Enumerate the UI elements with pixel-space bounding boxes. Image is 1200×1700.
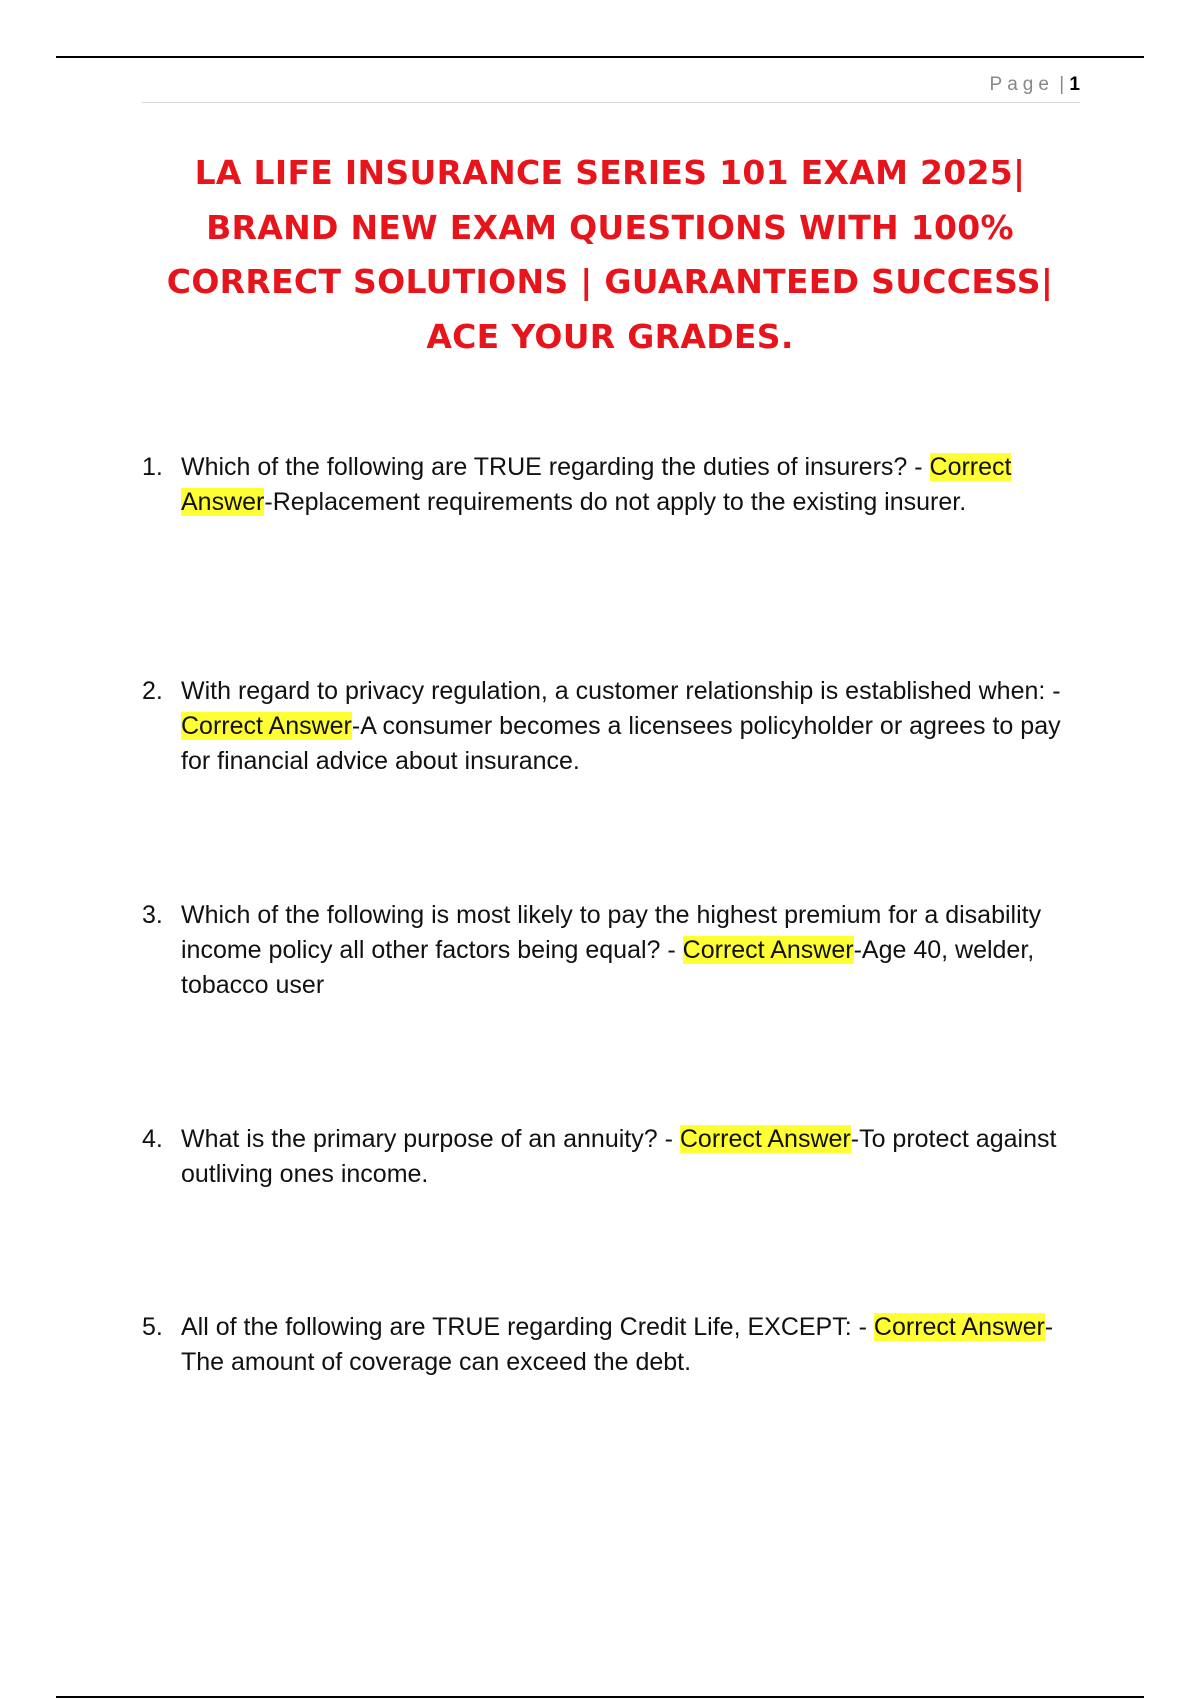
question-text: Which of the following is most likely to pay the highest premium for a disability income policy all other factors being equal? - bbox=[181, 901, 1042, 964]
page-label: Page bbox=[989, 74, 1054, 95]
answer-text: -Age 40, welder, tobacco user bbox=[181, 936, 1035, 999]
question-number: 5. bbox=[142, 1313, 163, 1341]
question-item bbox=[142, 1122, 1077, 1192]
question-text: Which of the following are TRUE regarding the duties of insurers? - bbox=[181, 453, 930, 481]
question-item bbox=[142, 450, 1077, 520]
correct-answer-marker: Correct Answer bbox=[873, 1313, 1045, 1341]
question-item bbox=[142, 898, 1077, 1003]
question-text: With regard to privacy regulation, a customer relationship is established when: - bbox=[181, 677, 1061, 705]
question-item bbox=[142, 1310, 1077, 1380]
question-body bbox=[181, 450, 1077, 520]
correct-answer-marker: Correct Answer bbox=[679, 1125, 851, 1153]
answer-text: -The amount of coverage can exceed the debt. bbox=[181, 1313, 1054, 1376]
top-rule bbox=[56, 56, 1144, 58]
correct-answer-marker: Correct Answer bbox=[181, 712, 352, 740]
question-body bbox=[181, 1310, 1077, 1380]
question-text: All of the following are TRUE regarding Credit Life, EXCEPT: - bbox=[181, 1313, 874, 1341]
document-title: LA LIFE INSURANCE SERIES 101 EXAM 2025| BRAND NEW EXAM QUESTIONS WITH 100% CORRECT SOLUTIONS | GUARANTEED SUCCESS| ACE YOUR GRADES. bbox=[166, 153, 1054, 356]
question-number: 2. bbox=[142, 677, 163, 705]
question-item bbox=[142, 674, 1077, 779]
bottom-rule bbox=[56, 1696, 1144, 1698]
question-number: 4. bbox=[142, 1125, 163, 1153]
question-text: What is the primary purpose of an annuity? - bbox=[181, 1125, 680, 1153]
answer-text: -To protect against outliving ones income. bbox=[181, 1125, 1057, 1188]
page-header bbox=[142, 74, 1080, 103]
page-number: 1 bbox=[1069, 74, 1080, 95]
correct-answer-marker: Correct Answer bbox=[181, 453, 1012, 516]
question-body bbox=[181, 1122, 1077, 1192]
question-number: 3. bbox=[142, 901, 163, 929]
question-number: 1. bbox=[142, 453, 163, 481]
page-separator: | bbox=[1053, 74, 1070, 95]
question-body bbox=[181, 674, 1077, 779]
answer-text: -Replacement requirements do not apply to the existing insurer. bbox=[264, 488, 967, 516]
answer-text: -A consumer becomes a licensees policyholder or agrees to pay for financial advice about insurance. bbox=[181, 712, 1061, 775]
question-body bbox=[181, 898, 1077, 1003]
correct-answer-marker: Correct Answer bbox=[682, 936, 854, 964]
